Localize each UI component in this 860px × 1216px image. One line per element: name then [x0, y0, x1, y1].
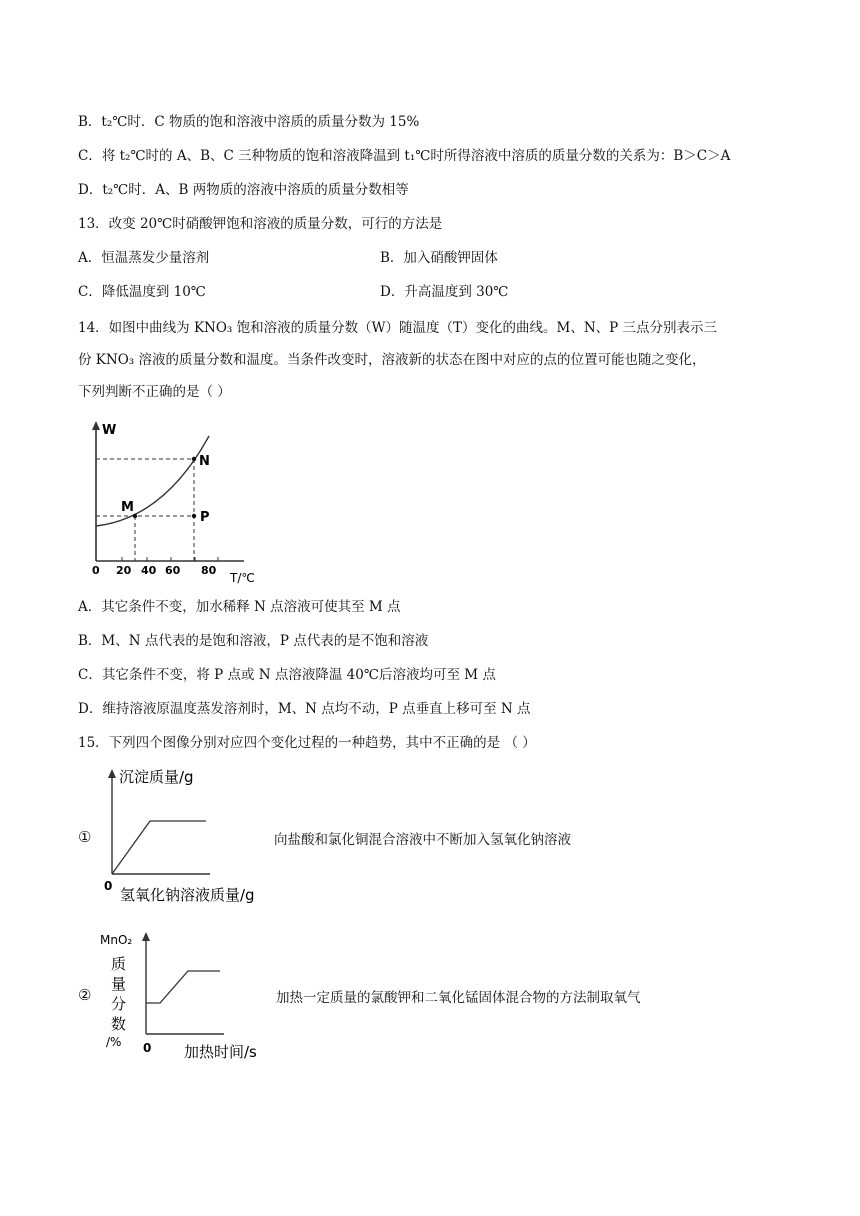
fig2-y-char-3: 分 [111, 995, 127, 1013]
fig2-origin: 0 [143, 1041, 152, 1055]
fig2-number: ② [78, 986, 92, 1004]
fig2-y-char-4: 数 [111, 1015, 127, 1033]
q13-option-c: C．降低温度到 10℃ [78, 284, 206, 300]
q12-option-d: D．t₂℃时．A、B 两物质的溶液中溶质的质量分数相等 [78, 182, 409, 198]
fig2-y-label-top: MnO₂ [100, 933, 133, 947]
fig1-y-label: 沉淀质量/g [119, 768, 194, 786]
q14-option-c: C．其它条件不变，将 P 点或 N 点溶液降温 40℃后溶液均可至 M 点 [78, 667, 496, 683]
q12-option-c: C．将 t₂℃时的 A、B、C 三种物质的饱和溶液降温到 t₁℃时所得溶液中溶质的质量分数的关系为：B＞C＞A [78, 148, 731, 164]
x-tick-80: 80 [201, 564, 217, 577]
label-p: P [200, 510, 210, 525]
fig1-origin: 0 [104, 879, 113, 893]
x-tick-20: 20 [116, 564, 132, 577]
q14-option-d: D．维持溶液原温度蒸发溶剂时，M、N 点均不动，P 点垂直上移可至 N 点 [78, 701, 531, 717]
fig1-number: ① [78, 828, 92, 846]
fig1-x-label: 氢氧化钠溶液质量/g [120, 886, 255, 904]
fig2-y-char-2: 量 [111, 975, 127, 993]
q12-option-b: B．t₂℃时．C 物质的饱和溶液中溶质的质量分数为 15% [78, 114, 420, 130]
y-axis-arrow [92, 421, 100, 430]
q13-stem: 13．改变 20℃时硝酸钾饱和溶液的质量分数，可行的方法是 [78, 216, 443, 232]
fig2-x-label: 加热时间/s [184, 1043, 257, 1061]
x-tick-40: 40 [141, 564, 157, 577]
fig2-mno2-chart [96, 928, 276, 1063]
point-p [192, 514, 196, 518]
fig2-y-char-1: 质 [111, 955, 127, 973]
y-axis-label: W [102, 423, 117, 438]
q13-option-d: D．升高温度到 30℃ [380, 284, 509, 300]
x-tick-60: 60 [165, 564, 181, 577]
label-m: M [121, 500, 134, 515]
q14-stem-line3: 下列判断不正确的是（ ） [78, 384, 231, 400]
fig1-curve [112, 821, 206, 874]
saturation-curve [96, 436, 209, 526]
fig1-description: 向盐酸和氯化铜混合溶液中不断加入氢氧化钠溶液 [274, 832, 571, 848]
q15-stem: 15．下列四个图像分别对应四个变化过程的一种趋势，其中不正确的是 （ ） [78, 735, 536, 751]
fig2-description: 加热一定质量的氯酸钾和二氧化锰固体混合物的方法制取氧气 [276, 990, 641, 1006]
point-n [192, 457, 196, 461]
fig2-curve [146, 971, 220, 1003]
q14-option-b: B．M、N 点代表的是饱和溶液，P 点代表的是不饱和溶液 [78, 633, 429, 649]
q14-option-a: A．其它条件不变，加水稀释 N 点溶液可使其至 M 点 [78, 599, 401, 615]
kno3-solubility-chart [84, 418, 264, 588]
q14-stem-line1: 14．如图中曲线为 KNO₃ 饱和溶液的质量分数（W）随温度（T）变化的曲线。M、N、P 三点分别表示三 [78, 320, 718, 336]
x-axis-label: T/℃ [230, 571, 255, 585]
q13-option-a: A．恒温蒸发少量溶剂 [78, 250, 210, 266]
label-n: N [199, 454, 210, 469]
fig2-y-char-5: /% [106, 1035, 122, 1049]
q14-stem-line2: 份 KNO₃ 溶液的质量分数和温度。当条件改变时，溶液新的状态在图中对应的点的位置可能也随之变化， [78, 352, 706, 368]
q13-option-b: B．加入硝酸钾固体 [380, 250, 498, 266]
x-tick-0: 0 [92, 564, 100, 577]
fig1-precipitate-chart [100, 766, 280, 906]
